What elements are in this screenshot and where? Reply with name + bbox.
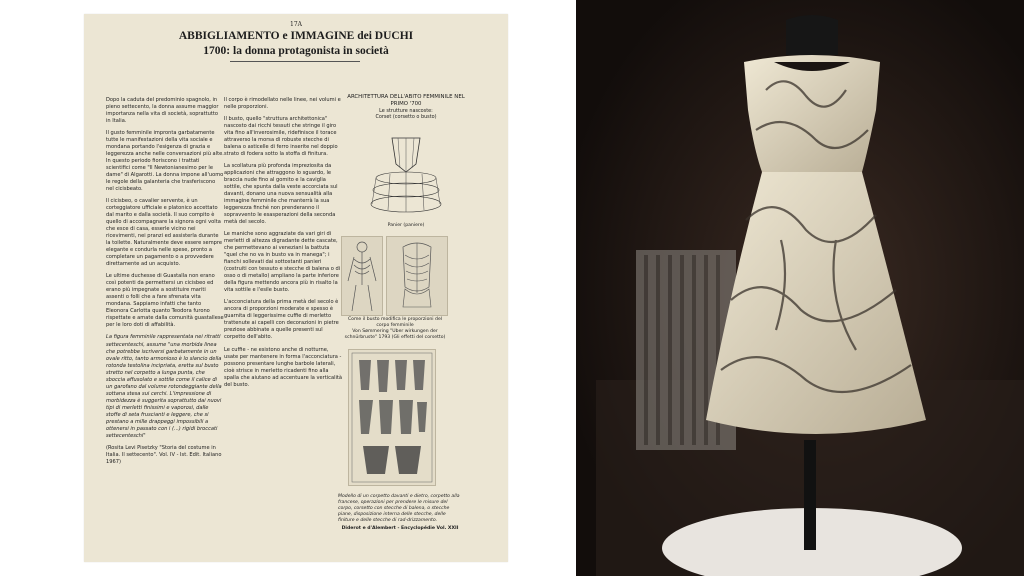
paragraph: Dopo la caduta del predominio spagnolo, in pieno settecento, la donna assume maggior importanza nella vita di società, soprattutto in Italia. xyxy=(106,97,219,125)
paragraph: Il corpo è rimodellato nelle linee, nei volumi e nelle proporzioni. xyxy=(224,97,341,111)
mannequin-neck xyxy=(786,15,838,55)
text-column-2 xyxy=(224,97,344,394)
skeleton-caption-source: Von Sømmering "Uber wirkungen der schnürbruste" 1793 (Gli effetti del corsetto) xyxy=(344,328,446,340)
plate-caption xyxy=(338,494,462,532)
skeleton-image-left xyxy=(341,236,383,316)
dress-bodice xyxy=(744,55,880,172)
paragraph: L'acconciatura della prima metà del secolo è ancora di proporzioni moderate e spesso è guarnita di leggerissime cuffie di merletto trattenute ai capelli con decorazioni in pietre preziose abbinate a quelle presenti sul corpetto dell'abito. xyxy=(224,299,339,341)
paragraph: Il busto, quello "struttura architettonica" nascosto dai ricchi tessuti che stringe il giro vita fino all'inverosimile, ridefinisce il torace attraverso la morsa di robuste stecche di balena o asticelle di ferro inserite nel doppio strato di fodera sotto la stoffa di finitura. xyxy=(224,116,338,158)
title-divider xyxy=(230,61,360,62)
panier-caption: Panier (paniere) xyxy=(387,223,425,228)
skeleton-caption xyxy=(342,317,448,341)
paragraph: Le cuffie - ne esistono anche di notturne, usate per mantenere in forma l'acconciatura - possono presentare lunghe barbole laterali, cioè strisce in merletto ricadenti fino alla spalla che aiutano ad accentuare la verticalità del busto. xyxy=(224,346,343,388)
paragraph: La figura femminile rappresentata nei ritratti settecenteschi, assume "una morbida linea che potrebbe iscriversi garbatamente in un ovale ritto, tanto armonioso è lo slancio della rotonda testolina incipriata, eretta sul busto stretto nel corpetto a lunga punta, che sboccia affusolato e sottile come il calice di un garofano dal volume rotondeggiante della sottana stesa sui cerchi. L'impressione di morbidezza è suggerita soprattutto dai nuovi tipi di merletti finissimi e vaporosi, dalle stoffe di seta fruscianti e leggere, che si prestano a mille drappeggi impossibili a ottenersi in passato con i (...) rigidi broccati settecenteschi" xyxy=(106,334,222,439)
plate-caption-text: Modello di un corpetto davanti e dietro, corpetto alla francese, operazioni per prendere le misure del corpo, corsetto con stecche di balena, o stecche piane, disposizione interna delle stecche, delle finiture e delle stecche di rad-drizzamento. xyxy=(338,494,460,523)
dress-photo xyxy=(576,0,1024,576)
paragraph: Le maniche sono aggraziate da vari giri di merletti di altezza digradante dette cascate, che permettevano ai veneziani la battuta "quel che no va in busto va in manega"; i fianchi sollevati dai sottostanti panieri (costruiti con tessuto e stecche di balena o di osso o di metallo) ampliano la parte inferiore della figura mettendo ancora più in risalto la vita sottile e l'esile busto. xyxy=(224,231,341,294)
figure-subheading-2: Corset (corsetto o busto) xyxy=(375,113,437,120)
figure-heading: ARCHITETTURA DELL'ABITO FEMMINILE NEL PRIMO '700 xyxy=(347,94,465,107)
plate-caption-source: Diderot e d'Alembert - Encyclopédie Vol. XXII xyxy=(341,525,459,531)
figure-column xyxy=(342,94,470,120)
paragraph: Il cicisbeo, o cavalier servente, è un corteggiatore ufficiale e platonico accettato dal marito e dalla società. Il suo compito è quello di accompagnare la signora ogni volta che esce di casa, esserle vicino nei ricevimenti, nei pranzi ed assisterla durante la toilette. Naturalmente deve essere sempre elegante e condurla nelle spese, pronto a completare un pagamento o a provvedere direttamente ad un acquisto. xyxy=(106,198,223,268)
skeleton-image-right xyxy=(386,236,448,316)
corset-panier-illustration xyxy=(370,134,442,220)
paragraph: Il gusto femminile impronta garbatamente tutte le manifestazioni della vita sociale e mondana portando l'esigenza di grazia e leggerezza anche nelle conversazioni più alte. In questo periodo fioriscono i trattati scientifici come "Il Newtonianesimo per le dame" di Algarotti. La donna impone all'uomo le regole della galanteria che trasferiscono nel cicisbeato. xyxy=(106,130,224,193)
encyclopedie-plate xyxy=(348,349,436,486)
skeleton-caption-title: Come il busto modifica le proporzioni del corpo femminile xyxy=(347,317,443,328)
text-column-1 xyxy=(106,97,224,471)
citation: (Rosita Levi Pisetzky "Storia del costume in Italia. Il settecento". Vol. IV - Ist. Edit. Italiano 1967) xyxy=(106,444,222,465)
paragraph: La scollatura più profonda impreziosita da applicazioni che attraggono lo sguardo, le braccia nude fino al gomito e la caviglia sottile, che spunta dalla veste accorciata sul davanti, donano una nuova sensualità alla immagine femminile che manterrà la sua leggerezza finché non prenderanno il sopravvento le esasperazioni della seconda metà del secolo. xyxy=(224,163,338,226)
paragraph: Le ultime duchesse di Guastalla non erano così potenti da permettersi un cicisbeo ed erano più impegnate a sostituire mariti assenti o folli che a fare sfrenata vita mondana. Sappiamo infatti che tanto Eleonora Carlotta quanto Teodora furono rispettate e amate dalla comunità guastallese per le loro doti di affabilità. xyxy=(106,273,224,329)
document-page xyxy=(84,14,508,562)
page-title: ABBIGLIAMENTO e IMMAGINE dei DUCHI xyxy=(178,30,414,42)
figure-subheading: Le strutture nascoste: xyxy=(379,107,433,114)
page-number: 17A xyxy=(290,21,302,28)
page-subtitle: 1700: la donna protagonista in società xyxy=(203,45,389,57)
